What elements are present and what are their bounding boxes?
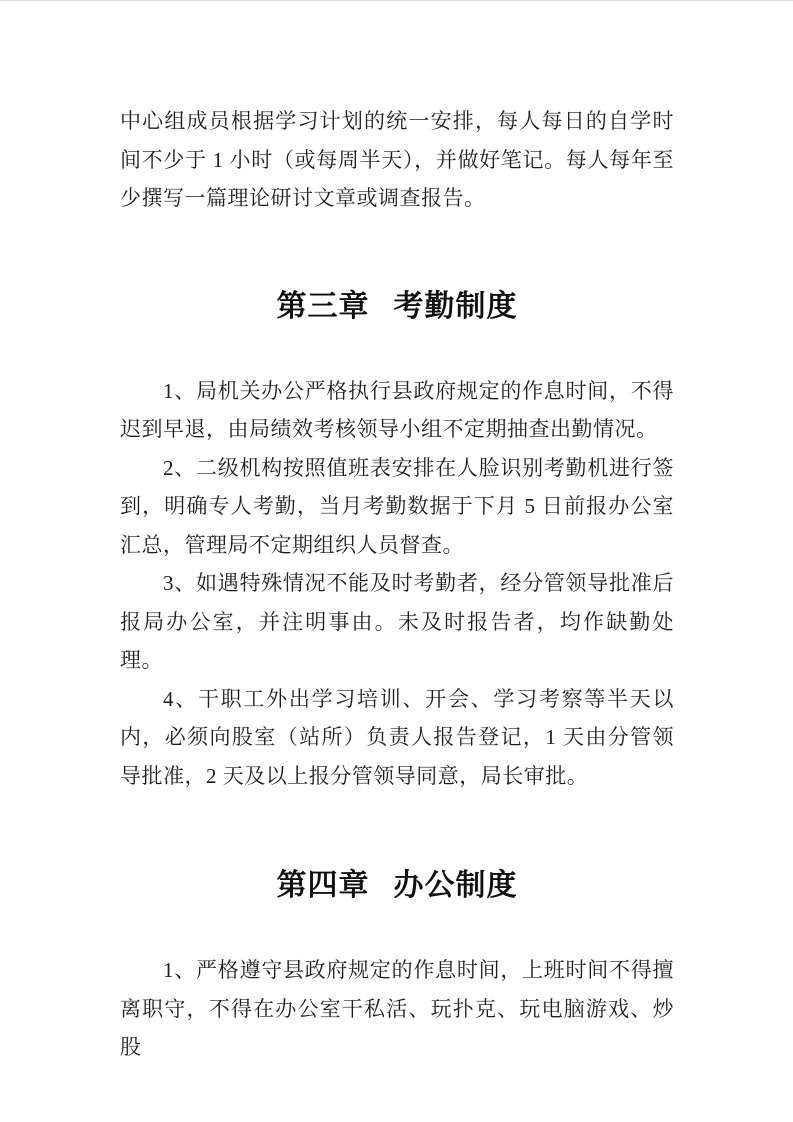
chapter-3-title: 考勤制度 (393, 289, 518, 323)
chapter-3-number: 第三章 (276, 289, 370, 323)
intro-paragraph: 中心组成员根据学习计划的统一安排，每人每日的自学时间不少于 1 小时（或每周半天），并做好笔记。每人每年至少撰写一篇理论研讨文章或调查报告。 (120, 109, 674, 210)
chapter-3-paragraph-3: 3、如遇特殊情况不能及时考勤者，经分管领导批准后报局办公室，并注明事由。未及时报告者，均作缺勤处理。 (120, 571, 674, 672)
chapter-4-number: 第四章 (276, 869, 370, 902)
chapter-3-heading (120, 286, 674, 328)
document-body (120, 102, 674, 1067)
chapter-4-title: 办公制度 (393, 869, 518, 902)
chapter-4-heading (120, 865, 674, 907)
chapter-3-paragraph-4: 4、干职工外出学习培训、开会、学习考察等半天以内，必须向股室（站所）负责人报告登记，1 天由分管领导批准，2 天及以上报分管领导同意，局长审批。 (120, 686, 674, 788)
chapter-3-paragraph-2: 2、二级机构按照值班表安排在人脸识别考勤机进行签到，明确专人考勤，当月考勤数据于下月 5 日前报办公室汇总，管理局不定期组织人员督查。 (120, 455, 674, 557)
chapter-4-paragraph-1: 1、严格遵守县政府规定的作息时间，上班时间不得擅离职守，不得在办公室干私活、玩扑克、玩电脑游戏、炒股 (120, 958, 674, 1059)
page-top-border (0, 0, 793, 1)
chapter-3-paragraph-1: 1、局机关办公严格执行县政府规定的作息时间，不得迟到早退，由局绩效考核领导小组不定期抽查出勤情况。 (120, 378, 674, 441)
